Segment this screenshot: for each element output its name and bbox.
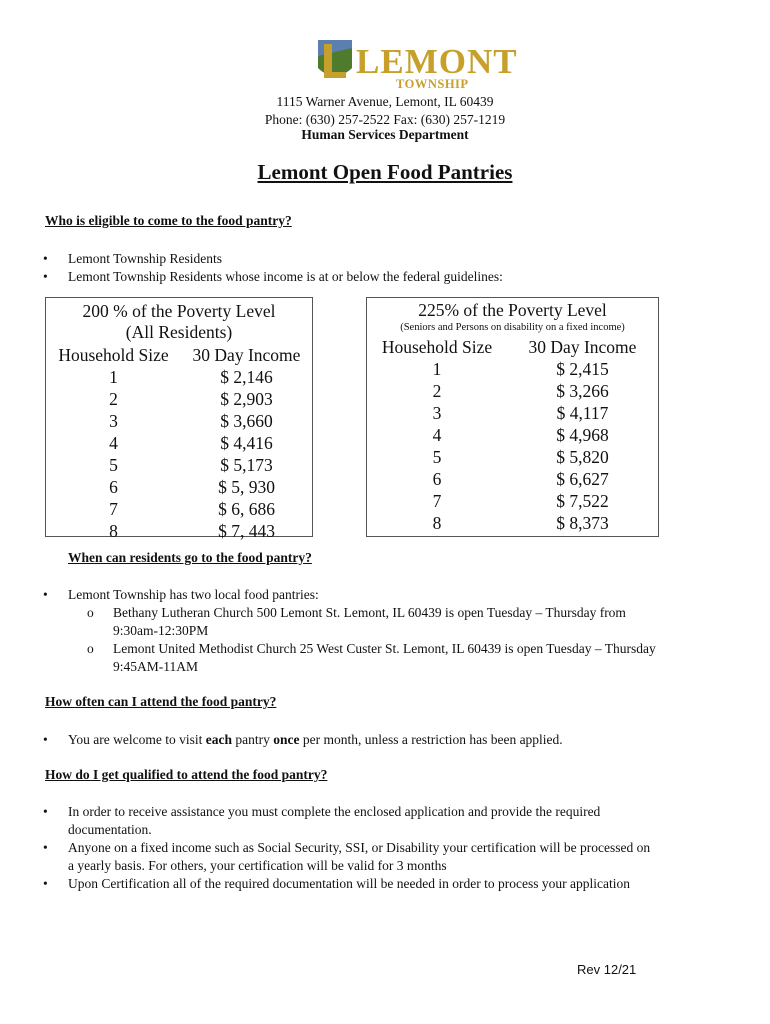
table-row: 2 $ 3,266 — [432, 381, 609, 401]
table-row: 1 $ 2,415 — [432, 359, 609, 379]
frequency-list — [40, 731, 563, 749]
list-item: • In order to receive assistance you must complete the enclosed application and provide the required documentation. — [43, 804, 601, 837]
list-item: o Bethany Lutheran Church 500 Lemont St. Lemont, IL 60439 is open Tuesday – Thursday from 9:30am-12:30PM — [87, 605, 626, 638]
table-row: 4 $ 4,416 — [109, 433, 273, 453]
list-item: • You are welcome to visit each pantry once per month, unless a restriction has been applied. — [43, 732, 563, 747]
sub-bullet-icon: o — [87, 605, 94, 620]
list-item: o Lemont United Methodist Church 25 West Custer St. Lemont, IL 60439 is open Tuesday – Thursday 9:45AM-11AM — [87, 641, 656, 674]
address-line: 1115 Warner Avenue, Lemont, IL 60439 — [276, 94, 494, 109]
list-item: • Anyone on a fixed income such as Social Security, SSI, or Disability your certification will be processed on a yearly basis. For others, your certification will be valid for 3 months — [43, 840, 651, 873]
sub-bullet-icon: o — [87, 641, 94, 656]
table-row: 8 $ 7, 443 — [109, 521, 275, 541]
table-row: 5 $ 5,820 — [432, 447, 609, 467]
logo-wordmark: LEMONT — [356, 42, 518, 81]
qualification-question: How do I get qualified to attend the food pantry? — [45, 767, 328, 782]
table-subheading: (Seniors and Persons on disability on a fixed income) — [400, 322, 625, 333]
frequency-question: How often can I attend the food pantry? — [45, 694, 277, 709]
table-header-row: Household Size 30 Day Income — [381, 337, 637, 357]
bullet-icon: • — [43, 269, 48, 284]
table-heading: 225% of the Poverty Level — [418, 300, 607, 320]
pantry-locations — [82, 604, 742, 676]
department-name: Human Services Department — [301, 127, 469, 142]
eligibility-list — [40, 250, 503, 286]
bullet-icon: • — [43, 251, 48, 266]
table-row: 3 $ 3,660 — [109, 411, 273, 431]
table-subheading: (All Residents) — [125, 322, 233, 342]
logo-subtitle: TOWNSHIP — [396, 77, 469, 91]
bullet-icon: • — [43, 804, 48, 819]
table-row: 8 $ 8,373 — [432, 513, 609, 533]
revision-label: Rev 12/21 — [577, 962, 637, 977]
table-heading: 200 % of the Poverty Level — [82, 301, 276, 321]
poverty-200-table — [45, 297, 313, 541]
logo-shield-icon — [316, 38, 354, 86]
table-row: 4 $ 4,968 — [432, 425, 609, 445]
table-row: 3 $ 4,117 — [432, 403, 609, 423]
table-row: 2 $ 2,903 — [109, 389, 273, 409]
eligibility-question: Who is eligible to come to the food pantry? — [45, 213, 292, 228]
phone-line: Phone: (630) 257-2522 Fax: (630) 257-1219 — [264, 112, 506, 127]
table-row: 6 $ 6,627 — [432, 469, 609, 489]
qualification-list — [40, 803, 740, 893]
schedule-question: When can residents go to the food pantry? — [68, 550, 312, 565]
bullet-icon: • — [43, 876, 48, 891]
table-row: 6 $ 5, 930 — [109, 477, 275, 497]
bullet-icon: • — [43, 840, 48, 855]
bullet-icon: • — [43, 587, 48, 602]
list-item: • Upon Certification all of the required documentation will be needed in order to process your application — [43, 876, 630, 891]
list-item: • Lemont Township has two local food pantries: — [43, 587, 319, 602]
poverty-225-table — [366, 297, 659, 537]
table-header-row: Household Size 30 Day Income — [58, 345, 301, 365]
table-row: 5 $ 5,173 — [109, 455, 273, 475]
page-title: Lemont Open Food Pantries — [257, 160, 513, 184]
bullet-icon: • — [43, 732, 48, 747]
list-item: • Lemont Township Residents whose income is at or below the federal guidelines: — [43, 269, 503, 284]
table-row: 7 $ 6, 686 — [109, 499, 275, 519]
table-row: 1 $ 2,146 — [109, 367, 273, 387]
schedule-list — [40, 586, 319, 604]
lemont-township-logo — [312, 38, 518, 94]
list-item: • Lemont Township Residents — [43, 251, 223, 266]
table-row: 7 $ 7,522 — [432, 491, 609, 511]
